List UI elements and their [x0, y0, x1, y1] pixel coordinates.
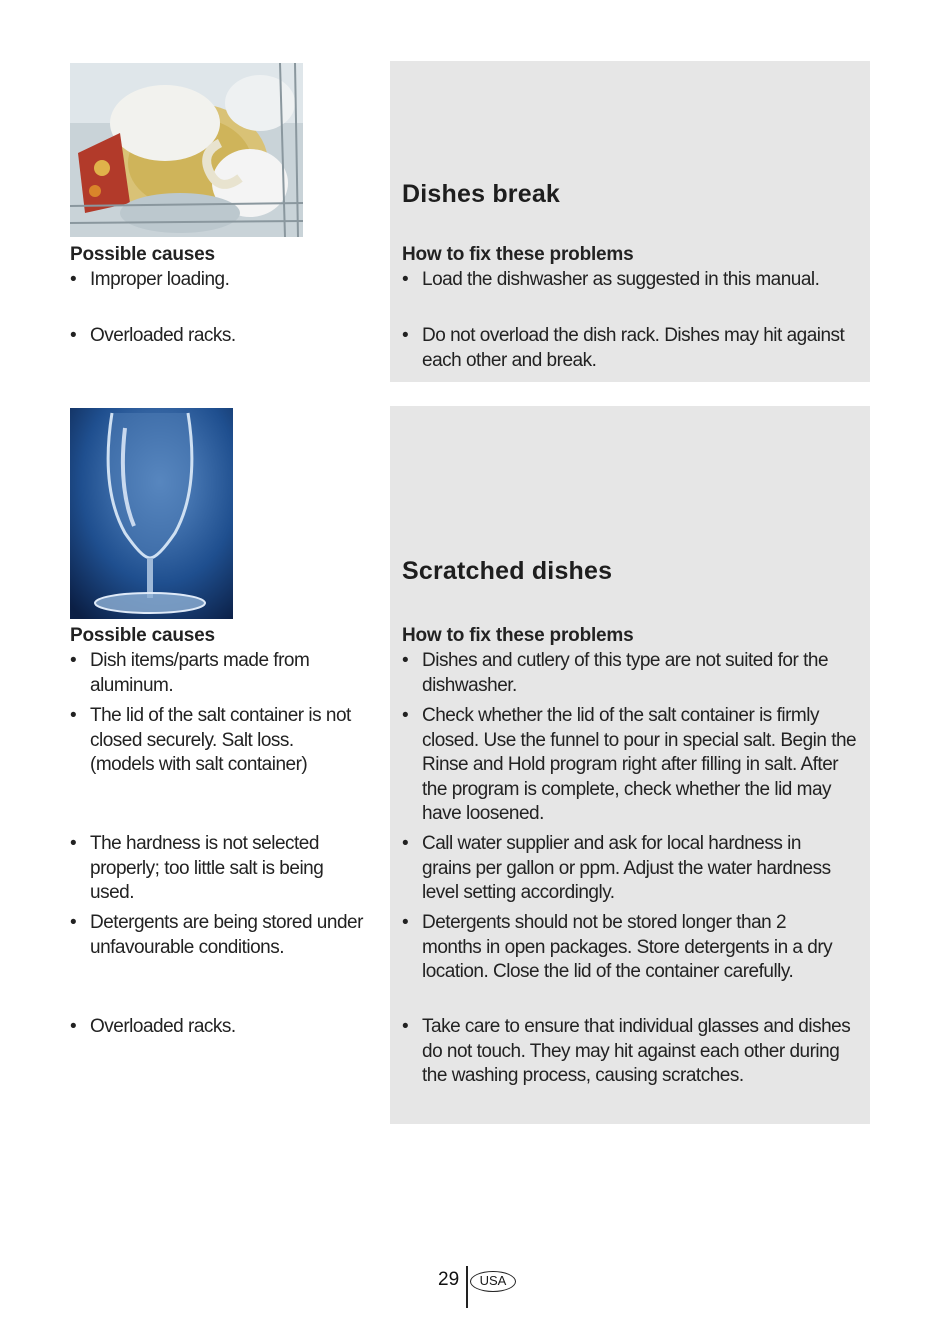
footer-divider [466, 1266, 468, 1308]
section-title: Scratched dishes [402, 557, 613, 585]
fix-item: • Load the dishwasher as suggested in this manual. [402, 269, 820, 290]
possible-causes-heading: Possible causes [70, 625, 215, 646]
usa-region-badge: USA [470, 1271, 516, 1292]
possible-causes-heading: Possible causes [70, 244, 215, 265]
cause-item: • The hardness is not selected properly; too little salt is being used. [70, 833, 324, 903]
cause-item: • Dish items/parts made from aluminum. [70, 650, 310, 696]
fix-item: • Detergents should not be stored longer than 2 months in open packages. Store detergents in a dry location. Close the lid of the container carefully. [402, 912, 833, 982]
cause-item: • Detergents are being stored under unfavourable conditions. [70, 912, 363, 958]
dishes-rack-photo [70, 63, 303, 237]
fixes-heading: How to fix these problems [402, 625, 634, 646]
wine-glass-photo [70, 408, 233, 619]
cause-item: • The lid of the salt container is not closed securely. Salt loss. (models with salt container) [70, 705, 351, 775]
fix-item: • Do not overload the dish rack. Dishes may hit against each other and break. [402, 325, 845, 371]
page-number: 29 [438, 1269, 460, 1290]
cause-item: • Overloaded racks. [70, 325, 236, 346]
cause-item: • Improper loading. [70, 269, 230, 290]
fix-item: • Take care to ensure that individual glasses and dishes do not touch. They may hit against each other during the washing process, causing scratches. [402, 1016, 851, 1086]
section-title: Dishes break [402, 180, 561, 208]
cause-item: • Overloaded racks. [70, 1016, 236, 1037]
fixes-heading: How to fix these problems [402, 244, 634, 265]
fix-item: • Check whether the lid of the salt container is firmly closed. Use the funnel to pour in special salt. Begin the Rinse and Hold program right after filling in salt. After the program is complete, check whether the lid may have loosened. [402, 705, 857, 824]
fix-item: • Call water supplier and ask for local hardness in grains per gallon or ppm. Adjust the water hardness level setting accordingly. [402, 833, 831, 903]
fix-item: • Dishes and cutlery of this type are not suited for the dishwasher. [402, 650, 829, 696]
